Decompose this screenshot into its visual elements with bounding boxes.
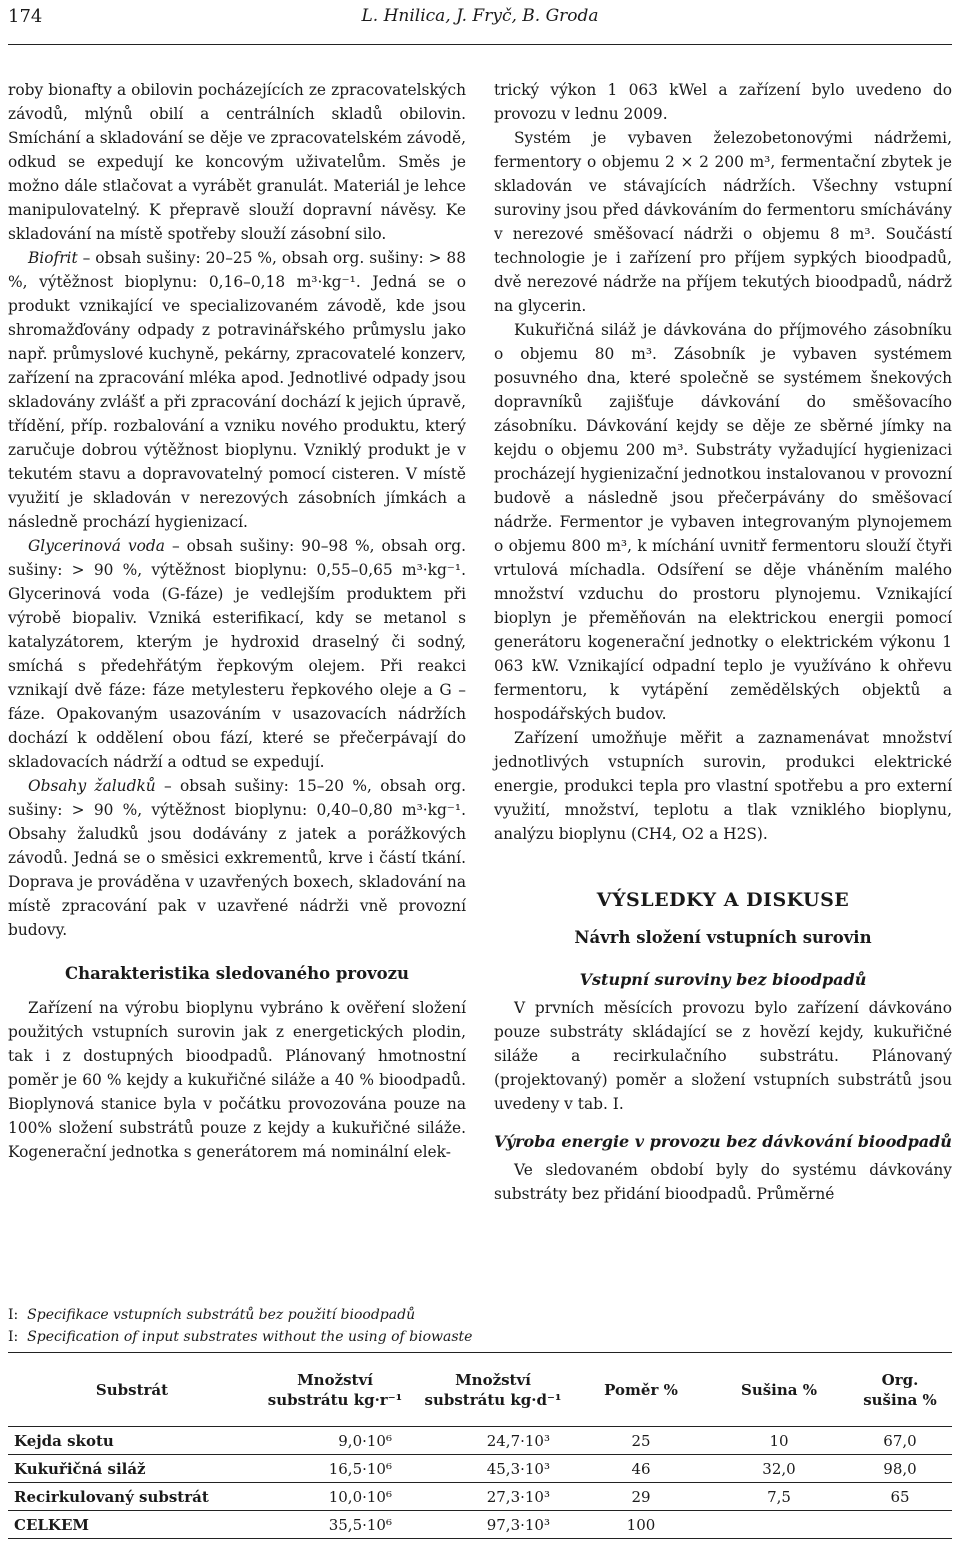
paragraph: V prvních měsících provozu bylo zařízení dávkováno pouze substráty skládající se z hovězí kejdy, kukuřičné siláže a recirkulačního substrátu. Plánovaný (projektovaný) poměr a složení vstupních substrátů jsou uvedeny v tab. I. [494, 999, 952, 1113]
paragraph: Glycerinová voda – obsah sušiny: 90–98 %, obsah org. sušiny: > 90 %, výtěžnost bioplynu: 0,55–0,65 m³·kg⁻¹. Glycerinová voda (G-fáze) je vedlejším produktem při výrobě biopaliv. Vzniká esterifikací, kdy se metanol s katalyzátorem, kterým je hydroxid draselný či sodný, smíchá s předehřátým řepkovým olejem. Při reakci vznikají dvě fáze: fáze metylesteru řepkového oleje a G – fáze. Opakovaným usazováním v usazovacích nádržích dochází k oddělení obou fází, které se přečerpávají do skladovacích nádrží a odtud se expedují. [8, 537, 466, 771]
paragraph: Systém je vybaven železobetonovými nádržemi, fermentory o objemu 2 × 2 200 m³, fermentační zbytek je skladován ve stávajících nádržích. Všechny vstupní suroviny jsou před dávkováním do fermentoru smíchávány v nerezové směšovací nádrži o objemu 8 m³. Součástí technologie je i zařízení pro příjem sypkých bioodpadů, dvě nerezové nádrže na příjem tekutých bioodpadů, nádrž na glycerin. [494, 129, 952, 315]
table-cell: Kukuřičná siláž [8, 1455, 256, 1483]
table-header: Množství substrátu kg·r⁻¹ [256, 1353, 414, 1427]
table-cell: 65 [848, 1483, 952, 1511]
caption-en: I: Specification of input substrates without the using of biowaste [8, 1329, 473, 1345]
running-head: L. Hnilica, J. Fryč, B. Groda [361, 6, 599, 26]
caption-cz: I: Specifikace vstupních substrátů bez použití bioodpadů [8, 1307, 416, 1323]
right-column [494, 78, 952, 1206]
table-header: Org. sušina % [848, 1353, 952, 1427]
table-cell: 45,3·10³ [414, 1455, 572, 1483]
left-column [8, 78, 466, 1164]
paragraph: Obsahy žaludků – obsah sušiny: 15–20 %, obsah org. sušiny: > 90 %, výtěžnost bioplynu: 0,40–0,80 m³·kg⁻¹. Obsahy žaludků jsou dodávány z jatek a porážkových závodů. Jedná se o směsici exkrementů, krve i částí tkání. Doprava je prováděna v uzavřených boxech, skladování na místě zpracování pak v uzavřené nádrži vně provozní budovy. [8, 777, 466, 939]
section-heading: Charakteristika sledovaného provozu [64, 964, 410, 983]
table-row-total [8, 1511, 952, 1539]
table-cell: 7,5 [710, 1483, 848, 1511]
table-header: Poměr % [572, 1353, 710, 1427]
table-header: Substrát [8, 1353, 256, 1427]
page-header [8, 0, 952, 45]
paragraph: Ve sledovaném období byly do systému dávkovány substráty bez přidání bioodpadů. Průměrné [494, 1161, 952, 1203]
table-cell [710, 1511, 848, 1539]
table-cell: 10,0·10⁶ [256, 1483, 414, 1511]
paragraph: Biofrit – obsah sušiny: 20–25 %, obsah org. sušiny: > 88 %, výtěžnost bioplynu: 0,16–0,18 m³·kg⁻¹. Jedná se o produkt vznikající ve specializovaném závodě, kde jsou shromažďovány odpady z potravinářského průmyslu jako např. průmyslové kuchyně, pekárny, zpracovatelé konzerv, zařízení na zpracování mléka apod. Jednotlivé odpady jsou skladovány zvlášť a při zpracování dochází k jejich úpravě, třídění, příp. rozbalování a vzniku nového produktu, který zaručuje dobrou výtěžnost bioplynu. Vzniklý produkt je v tekutém stavu a dopravovatelný pomocí cisteren. V místě využití je skladován v nerezových zásobních jímkách a následně prochází hygienizací. [8, 249, 466, 531]
paragraph: Zařízení na výrobu bioplynu vybráno k ověření složení použitých vstupních surovin jak z energetických plodin, tak i z dostupných bioodpadů. Plánovaný hmotnostní poměr je 60 % kejdy a kukuřičné siláže a 40 % bioodpadů. Bioplynová stanice byla v počátku provozována pouze na 100% složení substrátů pouze z kejdy a kukuřičné siláže. Kogenerační jednotka s generátorem má nominální elek- [8, 999, 466, 1161]
table-cell: 27,3·10³ [414, 1483, 572, 1511]
table-cell: Recirkulovaný substrát [8, 1483, 256, 1511]
term: Biofrit [28, 249, 78, 267]
table-cell: Kejda skotu [8, 1427, 256, 1455]
term: Obsahy žaludků [28, 777, 156, 795]
table-header-row [8, 1353, 952, 1427]
page-number: 174 [8, 6, 43, 27]
table-caption [8, 1304, 472, 1348]
table-header: Množství substrátu kg·d⁻¹ [414, 1353, 572, 1427]
table-cell: 32,0 [710, 1455, 848, 1483]
table-cell: 98,0 [848, 1455, 952, 1483]
table-cell: CELKEM [8, 1511, 256, 1539]
table-cell: 10 [710, 1427, 848, 1455]
table-cell: 100 [572, 1511, 710, 1539]
table-cell: 29 [572, 1483, 710, 1511]
subsubsection-heading: Výroba energie v provozu bez dávkování bioodpadů [494, 1132, 952, 1151]
paragraph: Kukuřičná siláž je dávkována do příjmového zásobníku o objemu 80 m³. Zásobník je vybaven systémem posuvného dna, které společně se systémem šnekových dopravníků zajišťuje dávkování do směšovacího zásobníku. Dávkování kejdy se děje ze sběrné jímky na kejdu o objemu 200 m³. Substráty vyžadující hygienizaci procházejí hygienizační jednotkou instalovanou v provozní budově a následně jsou přečerpávány do směšovací nádrže. Fermentor je vybaven integrovaným plynojemem o objemu 800 m³, k míchání uvnitř fermentoru slouží čtyři vrtulová míchadla. Odsíření se děje vháněním malého množství vzduchu do prostoru plynojemu. Vznikající bioplyn je přeměňován na elektrickou energii pomocí generátoru kogenerační jednotky o elektrickém výkonu 1 063 kW. Vznikající odpadní teplo je využíváno k ohřevu fermentoru, k vytápění zemědělských objektů a hospodářských budov. [494, 321, 952, 723]
subsubsection-heading: Vstupní suroviny bez bioodpadů [579, 970, 867, 989]
table-cell: 24,7·10³ [414, 1427, 572, 1455]
table-cell: 16,5·10⁶ [256, 1455, 414, 1483]
table-cell [848, 1511, 952, 1539]
paragraph: Zařízení umožňuje měřit a zaznamenávat množství jednotlivých vstupních surovin, produkci elektrické energie, produkci tepla pro vlastní spotřebu a pro externí využití, množství, teplotu a tlak vzniklého bioplynu, analýzu bioplynu (CH4, O2 a H2S). [494, 729, 952, 843]
results-heading: VÝSLEDKY A DISKUSE [596, 889, 850, 911]
table-cell: 67,0 [848, 1427, 952, 1455]
table-header: Sušina % [710, 1353, 848, 1427]
substrate-table [8, 1352, 952, 1539]
table-row [8, 1455, 952, 1483]
paragraph: trický výkon 1 063 kWel a zařízení bylo uvedeno do provozu v lednu 2009. [494, 81, 952, 123]
table-cell: 46 [572, 1455, 710, 1483]
table-row [8, 1483, 952, 1511]
paragraph: roby bionafty a obilovin pocházejících ze zpracovatelských závodů, mlýnů obilí a centrálních skladů obilovin. Smíchání a skladování se děje ve zpracovatelském závodě, odkud se expedují ke koncovým uživatelům. Směs je možno dále stlačovat a vyrábět granulát. Materiál je lehce manipulovatelný. K přepravě slouží dopravní návěsy. Ke skladování na místě spotřeby slouží zásobní silo. [8, 81, 466, 243]
subsection-heading: Návrh složení vstupních surovin [574, 928, 872, 947]
table-cell: 9,0·10⁶ [256, 1427, 414, 1455]
table-row [8, 1427, 952, 1455]
table-cell: 35,5·10⁶ [256, 1511, 414, 1539]
term: Glycerinová voda [28, 537, 165, 555]
table-cell: 97,3·10³ [414, 1511, 572, 1539]
table-cell: 25 [572, 1427, 710, 1455]
